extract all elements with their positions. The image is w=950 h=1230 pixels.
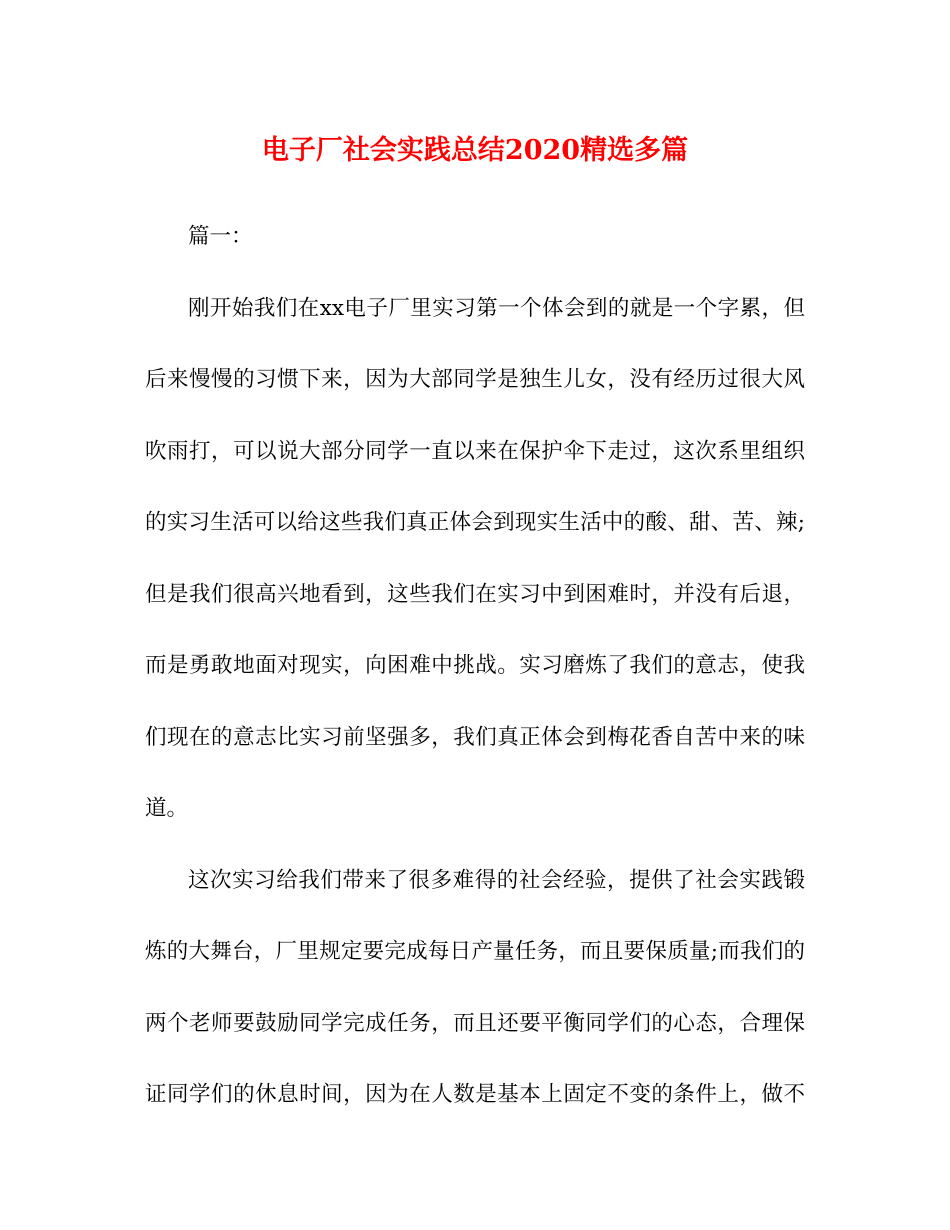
- paragraph-line: 道。: [145, 796, 189, 821]
- paragraph-line: 这次实习给我们带来了很多难得的社会经验，提供了社会实践锻: [188, 867, 805, 893]
- paragraph-line: 炼的大舞台，厂里规定要完成每日产量任务，而且要保质量;而我们的: [145, 939, 805, 964]
- paragraph-line: 而是勇敢地面对现实，向困难中挑战。实习磨炼了我们的意志，使我: [145, 653, 805, 678]
- document-title: 电子厂社会实践总结2020精选多篇: [261, 135, 689, 166]
- paragraph-line: 们现在的意志比实习前坚强多，我们真正体会到梅花香自苦中来的味: [145, 724, 805, 750]
- paragraph-line: 的实习生活可以给这些我们真正体会到现实生活中的酸、甜、苦、辣;: [145, 510, 805, 535]
- paragraph-line: 后来慢慢的习惯下来，因为大部同学是独生儿女，没有经历过很大风: [145, 367, 805, 392]
- paragraph-line: 刚开始我们在xx电子厂里实习第一个体会到的就是一个字累，但: [188, 295, 805, 321]
- paragraph-line: 两个老师要鼓励同学完成任务，而且还要平衡同学们的心态，合理保: [145, 1010, 805, 1036]
- section-heading: 篇一：: [188, 224, 253, 249]
- paragraph-line: 证同学们的休息时间，因为在人数是基本上固定不变的条件上，做不: [145, 1082, 805, 1107]
- document-body: [145, 218, 805, 1148]
- paragraph-line: 但是我们很高兴地看到，这些我们在实习中到困难时，并没有后退，: [145, 581, 805, 607]
- paragraph-line: 吹雨打，可以说大部分同学一直以来在保护伞下走过，这次系里组织: [145, 438, 805, 464]
